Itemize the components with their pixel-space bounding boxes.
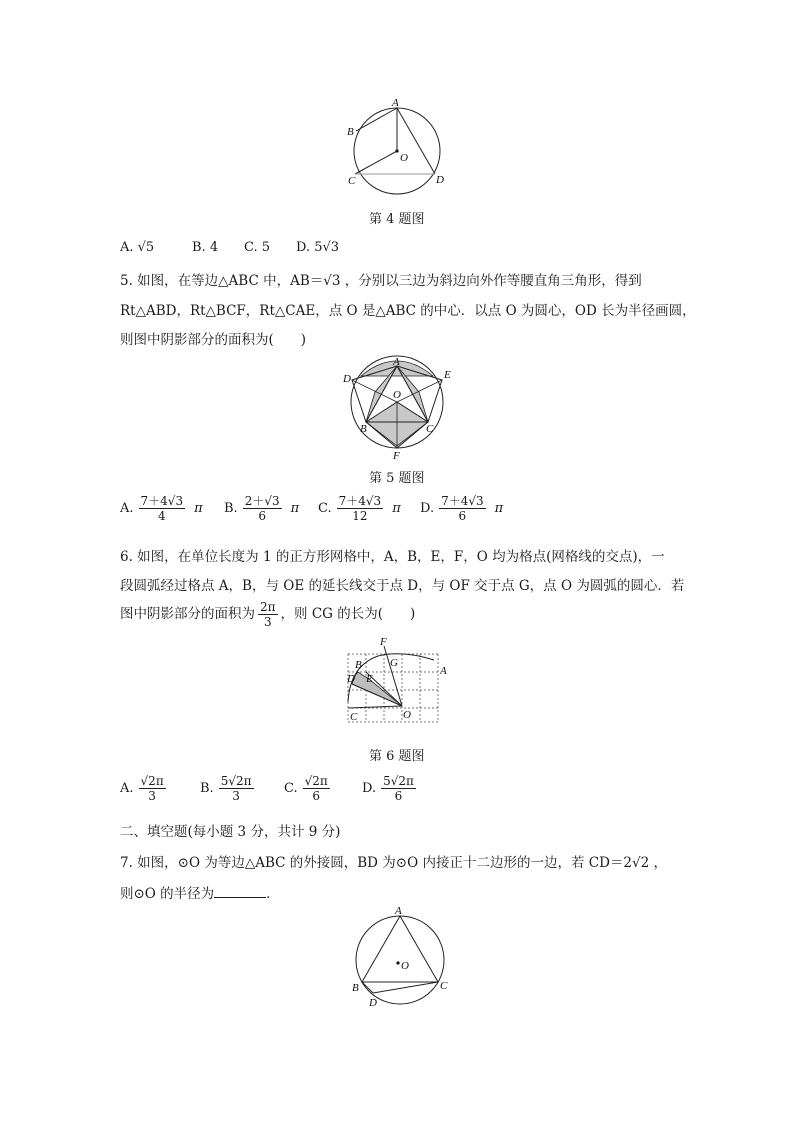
- q6-option-a-den: 3: [148, 789, 156, 803]
- q7-label-a: A: [395, 905, 402, 917]
- q5-option-c-frac: [337, 494, 384, 523]
- q6-option-c-num: √2π: [304, 774, 328, 788]
- q6-option-a-frac: [139, 774, 166, 803]
- q6-option-d-frac: [381, 774, 416, 803]
- q5-option-c[interactable]: [318, 494, 401, 523]
- q7-segment-dc: [373, 982, 438, 993]
- q7-circle: [356, 916, 444, 1004]
- q7-label-d: D: [369, 997, 377, 1009]
- q5-option-c-num: 7＋4√3: [338, 494, 382, 508]
- q6-area-den: 3: [263, 615, 272, 629]
- q7-text-line2b: ．: [266, 886, 280, 902]
- q6-label-b: B: [355, 659, 362, 671]
- q7-label-b: B: [352, 982, 359, 994]
- q6-label-d: D: [347, 673, 355, 685]
- q5-option-b-pi: π: [290, 501, 300, 516]
- q7-label-c: C: [440, 980, 448, 992]
- q7-label-o: O: [401, 960, 409, 972]
- q6-text-line3a: 图中阴影部分的面积为: [120, 606, 255, 622]
- q5-option-c-den: 12: [352, 509, 368, 523]
- q5-option-a[interactable]: [120, 494, 203, 523]
- q5-caption: 第 5 题图: [369, 471, 425, 486]
- q5-option-b-frac: [243, 494, 282, 523]
- q4-label-a: A: [392, 97, 399, 109]
- q4-segment-ad: [397, 108, 435, 174]
- q6-option-a[interactable]: [120, 774, 169, 803]
- q4-option-b[interactable]: B. 4: [192, 240, 219, 255]
- q6-option-b-label: B.: [200, 781, 214, 796]
- q5-text-line2: Rt△ABD，Rt△BCF，Rt△CAE，点 O 是△ABC 的中心．以点 O 为圆心，OD 长为半径画圆，: [120, 303, 696, 319]
- q6-option-b-num: 5√2π: [220, 774, 252, 788]
- q5-label-b: B: [360, 423, 367, 435]
- q7-text-line1: 7. 如图，⊙O 为等边△ABC 的外接圆，BD 为⊙O 内接正十二边形的一边，若 CD＝2√2 ，: [120, 855, 667, 871]
- q5-option-b-den: 6: [258, 509, 266, 523]
- q4-option-d[interactable]: D. 5√3: [296, 240, 340, 255]
- q5-option-c-pi: π: [392, 501, 401, 516]
- q7-figure: [340, 905, 460, 1013]
- q6-option-d-num: 5√2π: [383, 774, 414, 788]
- q4-figure: [340, 95, 460, 195]
- q5-text-line3: 则图中阴影部分的面积为( ): [120, 332, 307, 348]
- q5-option-b[interactable]: [224, 494, 299, 523]
- q5-option-d-frac: [439, 494, 486, 523]
- q4-label-d: D: [436, 174, 444, 186]
- q6-option-b-den: 3: [232, 789, 240, 803]
- q5-option-a-den: 4: [157, 509, 166, 523]
- q6-shaded-region: [352, 672, 402, 706]
- q7-answer-blank[interactable]: [214, 885, 266, 898]
- q6-text-line1: 6. 如图，在单位长度为 1 的正方形网格中，A，B，E，F，O 均为格点(网格线的交点)，一: [120, 549, 665, 565]
- q6-label-a: A: [440, 665, 447, 677]
- q4-label-o: O: [400, 152, 408, 164]
- q4-segment-oc: [355, 151, 397, 174]
- q5-option-b-num: 2＋√3: [244, 494, 280, 508]
- q7-triangle-abc: [362, 916, 438, 982]
- q6-label-g: G: [390, 657, 398, 669]
- q6-area-num: 2π: [260, 600, 276, 614]
- q6-option-b-frac: [219, 774, 254, 803]
- q5-figure: [340, 352, 460, 460]
- q7-text-line2a: 则⊙O 的半径为: [120, 886, 215, 902]
- q6-option-a-label: A.: [120, 781, 134, 796]
- q5-label-d: D: [343, 373, 351, 385]
- q6-label-f: F: [380, 636, 387, 648]
- q7-center-dot: [396, 961, 399, 964]
- q5-label-e: E: [444, 369, 451, 381]
- q4-label-c: C: [348, 175, 356, 187]
- q5-option-a-pi: π: [194, 501, 203, 516]
- q7-segment-bd: [362, 982, 373, 993]
- q6-option-a-num: √2π: [140, 774, 164, 788]
- q6-option-d-label: D.: [362, 781, 377, 796]
- q5-option-d[interactable]: [420, 494, 503, 523]
- q4-label-b: B: [347, 126, 354, 138]
- q6-option-d-den: 6: [394, 789, 403, 803]
- q6-area-frac: [258, 600, 278, 629]
- q6-figure: [340, 636, 460, 726]
- q6-option-d[interactable]: [362, 774, 419, 803]
- q5-label-o: O: [393, 389, 401, 401]
- q5-option-a-label: A.: [120, 501, 134, 516]
- q5-option-d-den: 6: [458, 509, 467, 523]
- q5-option-a-frac: [139, 494, 186, 523]
- q5-option-b-label: B.: [224, 501, 238, 516]
- q4-center-dot: [395, 149, 398, 152]
- q7-text-line2: [120, 885, 280, 903]
- q6-option-c[interactable]: [284, 774, 333, 803]
- q6-text-line3b: ，则 CG 的长为( ): [280, 606, 416, 622]
- q4-caption: 第 4 题图: [369, 212, 425, 227]
- q6-label-c: C: [350, 711, 358, 723]
- q5-text-line1: 5. 如图，在等边△ABC 中，AB＝√3 ，分别以三边为斜边向外作等腰直角三角形，得到: [120, 273, 642, 289]
- q5-option-a-num: 7＋4√3: [140, 494, 184, 508]
- q4-option-a[interactable]: A. √5: [120, 240, 155, 255]
- q5-option-d-label: D.: [420, 501, 435, 516]
- q6-text-line3: [120, 600, 415, 634]
- q6-caption: 第 6 题图: [369, 749, 425, 764]
- q5-option-c-label: C.: [318, 501, 332, 516]
- q5-label-a: A: [393, 356, 400, 368]
- q5-option-d-pi: π: [494, 501, 504, 516]
- q6-label-o: O: [403, 709, 411, 721]
- q4-segment-ab: [356, 108, 397, 131]
- section-heading-fill-in: 二、填空题(每小题 3 分，共计 9 分): [120, 824, 341, 840]
- q5-label-c: C: [426, 423, 434, 435]
- q6-label-e: E: [366, 673, 373, 685]
- q6-text-line2: 段圆弧经过格点 A，B，与 OE 的延长线交于点 D，与 OF 交于点 G，点 O 为圆弧的圆心．若: [120, 578, 685, 594]
- q6-option-b[interactable]: [200, 774, 257, 803]
- q6-option-c-den: 6: [312, 789, 321, 803]
- q6-option-c-frac: [303, 774, 330, 803]
- q5-option-d-num: 7＋4√3: [441, 494, 484, 508]
- q5-label-f: F: [393, 450, 400, 460]
- q6-option-c-label: C.: [284, 781, 298, 796]
- q4-option-c[interactable]: C. 5: [244, 240, 271, 255]
